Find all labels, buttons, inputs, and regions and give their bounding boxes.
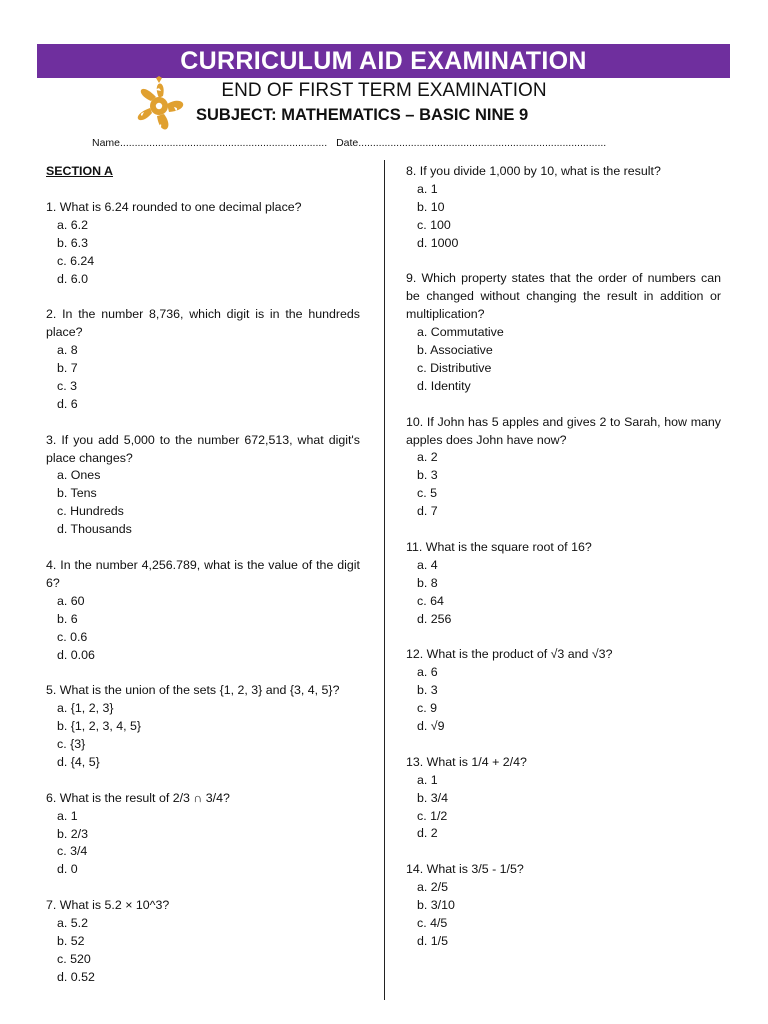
answer-option: d. 1/5 — [417, 933, 449, 948]
right-column — [406, 163, 721, 969]
answer-option: b. 3 — [417, 683, 438, 698]
question-text: 13. What is 1/4 + 2/4? — [406, 754, 527, 769]
question-text: 2. In the number 8,736, which digit is in the hundreds place? — [46, 307, 360, 340]
answer-option: b. 6 — [57, 611, 78, 626]
left-question-list — [46, 199, 360, 987]
question-block — [406, 539, 721, 629]
question-block — [46, 432, 360, 539]
answer-option: a. 6 — [417, 665, 438, 680]
answer-option: d. Thousands — [57, 522, 132, 537]
answer-option: a. 2/5 — [417, 880, 449, 895]
question-block — [406, 270, 721, 395]
name-date-line — [92, 136, 612, 150]
answer-option: b. 52 — [57, 933, 85, 948]
right-question-list — [406, 163, 721, 951]
column-divider — [384, 160, 385, 1000]
answer-option: d. 7 — [417, 504, 438, 519]
answer-option: a. Ones — [57, 468, 101, 483]
answer-option: b. 6.3 — [57, 235, 89, 250]
answer-option: c. 64 — [417, 593, 444, 608]
question-block — [406, 861, 721, 951]
answer-option: d. 1000 — [417, 235, 459, 250]
answer-option: a. 4 — [417, 557, 438, 572]
question-text: 3. If you add 5,000 to the number 672,513, what digit's place changes? — [46, 432, 360, 465]
question-text: 12. What is the product of √3 and √3? — [406, 647, 613, 662]
answer-option: d. 6 — [57, 396, 78, 411]
answer-option: b. Tens — [57, 486, 97, 501]
answer-option: c. Hundreds — [57, 504, 124, 519]
answer-option: b. 2/3 — [57, 826, 89, 841]
answer-option: a. 5.2 — [57, 916, 89, 931]
answer-option: b. 3/10 — [417, 898, 455, 913]
question-text: 7. What is 5.2 × 10^3? — [46, 898, 170, 913]
answer-option: d. 6.0 — [57, 271, 89, 286]
exam-subject: SUBJECT: MATHEMATICS – BASIC NINE 9 — [196, 106, 529, 124]
answer-option: c. 0.6 — [57, 629, 88, 644]
answer-option: c. 6.24 — [57, 253, 95, 268]
answer-option: b. 3 — [417, 468, 438, 483]
answer-option: d. 2 — [417, 826, 438, 841]
answer-option: b. 8 — [417, 575, 438, 590]
answer-option: c. 4/5 — [417, 915, 448, 930]
answer-option: d. 256 — [417, 611, 452, 626]
answer-option: d. 0.52 — [57, 969, 95, 984]
answer-option: c. Distributive — [417, 360, 492, 375]
left-column — [46, 163, 360, 1005]
question-text: 14. What is 3/5 - 1/5? — [406, 862, 524, 877]
exam-banner: CURRICULUM AID EXAMINATION — [37, 44, 730, 78]
answer-option: c. 100 — [417, 217, 451, 232]
exam-subtitle: END OF FIRST TERM EXAMINATION — [221, 80, 547, 101]
answer-option: d. Identity — [417, 378, 471, 393]
answer-option: c. 520 — [57, 951, 91, 966]
answer-option: a. 1 — [57, 808, 78, 823]
answer-option: d. {4, 5} — [57, 754, 100, 769]
section-title: SECTION A — [46, 164, 114, 178]
answer-option: a. 1 — [417, 181, 438, 196]
answer-option: a. 60 — [57, 593, 85, 608]
question-block — [406, 754, 721, 844]
answer-option: c. 1/2 — [417, 808, 448, 823]
date-field[interactable]: Date..................................................................................... — [336, 137, 607, 149]
question-text: 5. What is the union of the sets {1, 2, 3} and {3, 4, 5}? — [46, 683, 340, 698]
answer-option: b. Associative — [417, 343, 493, 358]
question-block — [46, 199, 360, 289]
question-text: 11. What is the square root of 16? — [406, 539, 592, 554]
answer-option: a. Commutative — [417, 325, 504, 340]
answer-option: d. √9 — [417, 719, 445, 734]
name-field[interactable]: Name....................................................................... — [92, 137, 328, 149]
answer-option: a. 1 — [417, 772, 438, 787]
question-text: 4. In the number 4,256.789, what is the value of the digit 6? — [46, 557, 360, 590]
answer-option: b. 7 — [57, 361, 78, 376]
answer-option: c. 3/4 — [57, 844, 88, 859]
question-text: 1. What is 6.24 rounded to one decimal place? — [46, 199, 302, 214]
answer-option: c. 3 — [57, 378, 77, 393]
answer-option: c. 9 — [417, 701, 437, 716]
question-block — [46, 557, 360, 664]
answer-option: a. 6.2 — [57, 217, 89, 232]
answer-option: c. {3} — [57, 737, 86, 752]
question-block — [406, 414, 721, 521]
answer-option: a. {1, 2, 3} — [57, 701, 114, 716]
answer-option: b. 3/4 — [417, 790, 449, 805]
answer-option: c. 5 — [417, 486, 437, 501]
answer-option: b. {1, 2, 3, 4, 5} — [57, 719, 142, 734]
question-block — [406, 646, 721, 736]
question-text: 9. Which property states that the order of numbers can be changed without changing the result in addition or multiplication? — [406, 271, 721, 322]
question-block — [46, 897, 360, 987]
question-text: 6. What is the result of 2/3 ∩ 3/4? — [46, 790, 230, 805]
answer-option: b. 10 — [417, 199, 445, 214]
question-text: 10. If John has 5 apples and gives 2 to Sarah, how many apples does John have now? — [406, 414, 721, 447]
answer-option: d. 0.06 — [57, 647, 95, 662]
answer-option: a. 8 — [57, 343, 78, 358]
question-block — [46, 306, 360, 413]
answer-option: a. 2 — [417, 450, 438, 465]
question-text: 8. If you divide 1,000 by 10, what is the result? — [406, 164, 661, 178]
question-block — [46, 682, 360, 772]
question-block — [46, 790, 360, 880]
answer-option: d. 0 — [57, 862, 78, 877]
question-block — [406, 163, 721, 253]
